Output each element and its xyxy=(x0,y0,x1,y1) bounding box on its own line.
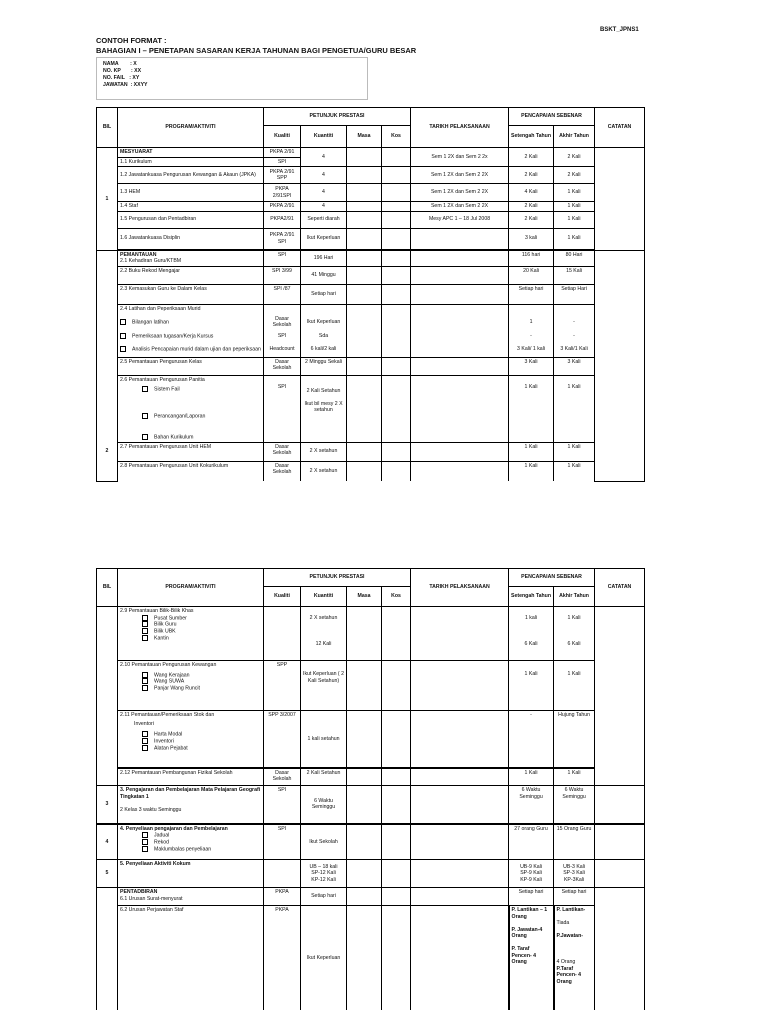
checkbox-bullet-icon xyxy=(142,685,148,691)
setengah-cell: 4 Kali xyxy=(509,184,554,202)
setengah-cell: 1 Kali xyxy=(509,768,554,786)
akhir-cell: 1 Kali xyxy=(554,375,595,442)
kualiti-cell: PKPA 2/91SPI xyxy=(264,184,301,202)
info-box xyxy=(96,57,368,100)
kuantiti-cell: 2 X setahun xyxy=(301,442,347,461)
program-cell: Bilangan latihan xyxy=(118,313,264,331)
table-row xyxy=(97,342,645,357)
kuantiti-cell: Ikut Keperluan xyxy=(301,906,347,1010)
program-cell: 1.2 Jawatankuasa Pengurusan Kewangan & Akaun (JPKA) xyxy=(118,167,264,184)
akhir-cell: 1 Kali xyxy=(554,461,595,481)
info-row-nofail: NO. FAIL : XY xyxy=(103,75,140,81)
kualiti-cell: PKPA 2/91 SPI xyxy=(264,228,301,249)
checkbox-bullet-icon xyxy=(142,635,148,641)
kuantiti-cell: 4 xyxy=(301,184,347,202)
table-row xyxy=(97,250,645,266)
checkbox-bullet-icon xyxy=(142,745,148,751)
sasaran-table-1 xyxy=(96,107,645,482)
kualiti-cell: PKPA xyxy=(264,888,301,906)
checkbox-bullet-icon xyxy=(142,678,148,684)
kualiti-cell: SPI 3/99 xyxy=(264,266,301,284)
kualiti-cell: SPI xyxy=(264,250,301,266)
table-row xyxy=(97,906,645,1010)
kuantiti-cell: 2 X setahun xyxy=(301,461,347,481)
kuantiti-cell: 196 Hari xyxy=(301,250,347,266)
setengah-cell: - xyxy=(509,711,554,768)
setengah-cell: 116 hari xyxy=(509,250,554,266)
checkbox-bullet-icon xyxy=(142,839,148,845)
bil-cell: 4 xyxy=(97,824,118,860)
checkbox-bullet-icon xyxy=(142,434,148,440)
akhir-cell: - xyxy=(554,331,595,342)
col-petunjuk: PETUNJUK PRESTASI xyxy=(264,569,411,587)
kualiti-cell: Dasar Sekolah xyxy=(264,313,301,331)
akhir-cell: 3 Kali xyxy=(554,357,595,375)
kualiti-cell: SPI /87 xyxy=(264,284,301,304)
setengah-cell: 2 Kali xyxy=(509,211,554,228)
table-row xyxy=(97,228,645,249)
checkbox-bullet-icon xyxy=(142,832,148,838)
tarikh-cell xyxy=(411,228,509,249)
tarikh-cell: Sem 1 2X dan Sem 2 2X xyxy=(411,184,509,202)
tarikh-cell: Sem 1 2X dan Sem 2 2X xyxy=(411,167,509,184)
setengah-cell: 2 Kali xyxy=(509,148,554,167)
col-bil: BIL xyxy=(97,108,118,148)
sasaran-table-2 xyxy=(96,568,645,1010)
kualiti-cell: SPI xyxy=(264,786,301,824)
akhir-cell: P. Lantikan- Tiada P.Jawatan- 4 Orang P.Taraf Pencen- 4 Orang xyxy=(554,906,595,1010)
kualiti-cell: Dasar Sekolah xyxy=(264,768,301,786)
kuantiti-cell: Setiap hari xyxy=(301,888,347,906)
program-cell: 2.6 Pemantauan Pengurusan Panitia Sistem Fail Perancangan/Laporan Bahan Kurikulum xyxy=(118,375,264,442)
akhir-cell: 1 Kali xyxy=(554,661,595,711)
akhir-cell: - xyxy=(554,313,595,331)
program-cell: 2.7 Pemantauan Pengurusan Unit HEM xyxy=(118,442,264,461)
setengah-cell: 3 Kali xyxy=(509,357,554,375)
program-cell: Analisis Pencapaian murid dalam ujian dan peperiksaan xyxy=(118,342,264,357)
table-row xyxy=(97,768,645,786)
info-row-nama: NAMA : X xyxy=(103,61,137,67)
kuantiti-cell: Setiap hari xyxy=(301,284,347,304)
program-cell: 1.1 Kurikulum xyxy=(118,157,264,167)
akhir-cell: 1 Kali xyxy=(554,184,595,202)
kuantiti-cell: 6 Waktu Seminggu xyxy=(301,786,347,824)
kualiti-cell: SPI xyxy=(264,375,301,442)
col-masa: Masa xyxy=(347,126,382,148)
bil-cell: 5 xyxy=(97,860,118,888)
setengah-cell: 1 Kali xyxy=(509,661,554,711)
kuantiti-cell: 1 kali setahun xyxy=(301,711,347,768)
col-pencapaian: PENCAPAIAN SEBENAR xyxy=(509,108,595,126)
col-kos: Kos xyxy=(382,587,411,607)
kuantiti-cell: 4 xyxy=(301,202,347,212)
info-row-nokp: NO. KP : XX xyxy=(103,68,142,74)
setengah-cell: 2 Kali xyxy=(509,202,554,212)
akhir-cell: 2 Kali xyxy=(554,148,595,167)
table-row xyxy=(97,184,645,202)
col-kualiti: Kualiti xyxy=(264,126,301,148)
setengah-cell: 1 Kali xyxy=(509,461,554,481)
checkbox-bullet-icon xyxy=(142,413,148,419)
header-row xyxy=(97,569,645,587)
checkbox-bullet-icon xyxy=(120,333,126,339)
kuantiti-cell: 2 X setahun 12 Kali xyxy=(301,607,347,661)
col-masa: Masa xyxy=(347,587,382,607)
program-cell: 4. Penyeliaan pengajaran dan Pembelajaran Jadual Rekod Maklumbalas penyeliaan xyxy=(118,824,264,860)
kuantiti-cell: 2 Kali Setahun xyxy=(301,768,347,786)
program-cell: 2.11 Pemantauan/Pemeriksaan Stok dan Inventori Harta Modal Inventori Alatan Pejabat xyxy=(118,711,264,768)
table-row xyxy=(97,461,645,481)
bil-cell: 1 xyxy=(97,148,118,251)
checkbox-bullet-icon xyxy=(142,846,148,852)
akhir-cell: 3 Kali/1 Kali xyxy=(554,342,595,357)
tarikh-cell: Mesy APC 1 – 18 Jul 2008 xyxy=(411,211,509,228)
checkbox-bullet-icon xyxy=(142,731,148,737)
col-tarikh: TARIKH PELAKSANAAN xyxy=(411,108,509,148)
col-kuantiti: Kuantiti xyxy=(301,126,347,148)
col-program: PROGRAM/AKTIVITI xyxy=(118,108,264,148)
setengah-cell: Setiap hari xyxy=(509,888,554,906)
program-cell: PENTADBIRAN 6.1 Urusan Surat-menyurat xyxy=(118,888,264,906)
checkbox-bullet-icon xyxy=(120,319,126,325)
setengah-cell: 1 kali 6 Kali xyxy=(509,607,554,661)
akhir-cell: Setiap hari xyxy=(554,888,595,906)
checkbox-bullet-icon xyxy=(142,621,148,627)
kuantiti-cell: 4 xyxy=(301,167,347,184)
setengah-cell: 6 Waktu Seminggu xyxy=(509,786,554,824)
kualiti-cell: PKPA 2/91 SPP xyxy=(264,167,301,184)
col-setengah: Setengah Tahun xyxy=(509,587,554,607)
kualiti-cell: SPP xyxy=(264,661,301,711)
akhir-cell: 1 Kali xyxy=(554,228,595,249)
kuantiti-cell: UB – 18 kali SP-12 Kali KP-12 Kali xyxy=(301,860,347,888)
akhir-cell: Setiap Hari xyxy=(554,284,595,304)
program-cell: 1.5 Pengurusan dan Pentadbiran xyxy=(118,211,264,228)
col-kos: Kos xyxy=(382,126,411,148)
checkbox-bullet-icon xyxy=(142,672,148,678)
table-row xyxy=(97,331,645,342)
table-row xyxy=(97,888,645,906)
setengah-cell: - xyxy=(509,331,554,342)
document-heading: CONTOH FORMAT : xyxy=(96,36,167,45)
document-code: BSKT_JPNS1 xyxy=(600,27,639,33)
kualiti-cell: Dasar Sekolah xyxy=(264,442,301,461)
kualiti-cell: SPI xyxy=(264,157,301,167)
program-cell: 1.3 HEM xyxy=(118,184,264,202)
kualiti-cell: Dasar Sekolah xyxy=(264,461,301,481)
table-row xyxy=(97,202,645,212)
checkbox-bullet-icon xyxy=(142,386,148,392)
akhir-cell: 1 Kali xyxy=(554,442,595,461)
checkbox-bullet-icon xyxy=(142,628,148,634)
kualiti-cell: SPI xyxy=(264,824,301,860)
table-row xyxy=(97,167,645,184)
tarikh-cell: Sem 1 2X dan Sem 2 2x xyxy=(411,148,509,167)
col-akhir: Akhir Tahun xyxy=(554,587,595,607)
akhir-cell: 1 Kali xyxy=(554,202,595,212)
program-cell: 5. Penyeliaan Aktiviti Kokum xyxy=(118,860,264,888)
program-cell: 2.4 Latihan dan Peperiksaan Murid xyxy=(118,304,264,313)
table-row xyxy=(97,860,645,888)
akhir-cell: 1 Kali xyxy=(554,768,595,786)
kualiti-cell: SPI xyxy=(264,331,301,342)
header-row xyxy=(97,108,645,126)
kuantiti-cell: Seperti diarah xyxy=(301,211,347,228)
setengah-cell: 1 Kali xyxy=(509,375,554,442)
col-setengah: Setengah Tahun xyxy=(509,126,554,148)
table-row xyxy=(97,304,645,313)
kualiti-cell: Dasar Sekolah xyxy=(264,357,301,375)
col-kuantiti: Kuantiti xyxy=(301,587,347,607)
setengah-cell: Setiap hari xyxy=(509,284,554,304)
table-row xyxy=(97,148,645,158)
program-cell: PEMANTAUAN 2.1 Kehadiran Guru/KTBM xyxy=(118,250,264,266)
bil-cell: 3 xyxy=(97,786,118,824)
setengah-cell: P. Lantikan – 1 Orang P. Jawatan-4 Orang P. Taraf Pencen- 4 Orang xyxy=(509,906,554,1010)
program-cell: 1.6 Jawatankuasa Disiplin xyxy=(118,228,264,249)
kualiti-cell: SPP 3/2007 xyxy=(264,711,301,768)
kuantiti-cell: 2 Minggu Sekali xyxy=(301,357,347,375)
col-catatan: CATATAN xyxy=(595,108,645,148)
akhir-cell: 15 Orang Guru xyxy=(554,824,595,860)
setengah-cell: 27 orang Guru xyxy=(509,824,554,860)
checkbox-bullet-icon xyxy=(120,346,126,352)
setengah-cell: 1 Kali xyxy=(509,442,554,461)
akhir-cell: 80 Hari xyxy=(554,250,595,266)
akhir-cell: Hujung Tahun xyxy=(554,711,595,768)
table-row xyxy=(97,266,645,284)
program-cell: 2.9 Pemantauan Bilik-Bilik Khas Pusat Sumber Bilik Guru Bilik UBK Kantin xyxy=(118,607,264,661)
kualiti-cell: PKPA 2/91 xyxy=(264,202,301,212)
col-bil: BIL xyxy=(97,569,118,607)
kuantiti-cell: Ikut Sekolah xyxy=(301,824,347,860)
checkbox-bullet-icon xyxy=(142,615,148,621)
table-row xyxy=(97,284,645,304)
kuantiti-cell: Ikut Keperluan xyxy=(301,228,347,249)
document-subheading: BAHAGIAN I – PENETAPAN SASARAN KERJA TAHUNAN BAGI PENGETUA/GURU BESAR xyxy=(96,46,417,55)
setengah-cell: UB-9 Kali SP-9 Kali KP-9 Kali xyxy=(509,860,554,888)
col-akhir: Akhir Tahun xyxy=(554,126,595,148)
kualiti-cell: PKPA 2/91 xyxy=(264,148,301,158)
kualiti-cell: Headcount xyxy=(264,342,301,357)
setengah-cell: 3 Kali/ 1 kali xyxy=(509,342,554,357)
kuantiti-cell: 41 Minggu xyxy=(301,266,347,284)
table-row xyxy=(97,211,645,228)
akhir-cell: 1 Kali 6 Kali xyxy=(554,607,595,661)
col-program: PROGRAM/AKTIVITI xyxy=(118,569,264,607)
program-cell: 1.4 Staf xyxy=(118,202,264,212)
setengah-cell: 3 kali xyxy=(509,228,554,249)
program-cell: 2.12 Pemantauan Pembangunan Fizikal Sekolah xyxy=(118,768,264,786)
info-row-jawatan: JAWATAN : XXYY xyxy=(103,82,148,88)
kualiti-cell: PKPA xyxy=(264,906,301,1010)
table-row xyxy=(97,711,645,768)
col-catatan: CATATAN xyxy=(595,569,645,607)
table-row xyxy=(97,607,645,661)
kuantiti-cell: 6 kali/2 kali xyxy=(301,342,347,357)
kuantiti-cell: Sda xyxy=(301,331,347,342)
setengah-cell: 1 xyxy=(509,313,554,331)
akhir-cell: UB-3 Kali SP-3 Kali KP-3Kali xyxy=(554,860,595,888)
checkbox-bullet-icon xyxy=(142,738,148,744)
program-cell: 2.2 Buku Rekod Mengajar xyxy=(118,266,264,284)
table-row xyxy=(97,313,645,331)
program-cell: 2.5 Pemantauan Pengurusan Kelas xyxy=(118,357,264,375)
program-cell: 2.3 Kemasukan Guru ke Dalam Kelas xyxy=(118,284,264,304)
akhir-cell: 6 Waktu Seminggu xyxy=(554,786,595,824)
program-cell: 3. Pengajaran dan Pembelajaran Mata Pelajaran Geografi Tingkatan 1 2 Kelas 3 waktu Seminggu xyxy=(118,786,264,824)
col-tarikh: TARIKH PELAKSANAAN xyxy=(411,569,509,607)
setengah-cell: 2 Kali xyxy=(509,167,554,184)
kuantiti-cell: 2 Kali Setahun Ikut bil mesy 2 X setahun xyxy=(301,375,347,442)
tarikh-cell: Sem 1 2X dan Sem 2 2X xyxy=(411,202,509,212)
col-kualiti: Kualiti xyxy=(264,587,301,607)
kuantiti-cell: Ikut Keperluan xyxy=(301,313,347,331)
kualiti-cell: PKPA2/91 xyxy=(264,211,301,228)
program-cell: 2.8 Pemantauan Pengurusan Unit Kokurikulum xyxy=(118,461,264,481)
table-row xyxy=(97,661,645,711)
col-petunjuk: PETUNJUK PRESTASI xyxy=(264,108,411,126)
kuantiti-cell: Ikut Keperluan ( 2 Kali Setahun) xyxy=(301,661,347,711)
program-cell: 6.2 Urusan Perjawatan Staf xyxy=(118,906,264,1010)
kuantiti-cell: 4 xyxy=(301,148,347,167)
col-pencapaian: PENCAPAIAN SEBENAR xyxy=(509,569,595,587)
table-row xyxy=(97,786,645,824)
program-cell: Pemeriksaan tugasan/Kerja Kursus xyxy=(118,331,264,342)
akhir-cell: 2 Kali xyxy=(554,167,595,184)
akhir-cell: 15 Kali xyxy=(554,266,595,284)
bil-cell: 2 xyxy=(97,250,118,481)
program-cell: 2.10 Pemantauan Pengurusan Kewangan Wang Kerajaan Wang SUWA Panjar Wang Runcit xyxy=(118,661,264,711)
table-row xyxy=(97,442,645,461)
table-row xyxy=(97,824,645,860)
table-row xyxy=(97,375,645,442)
program-cell: MESYUARAT xyxy=(118,148,264,158)
table-row xyxy=(97,357,645,375)
setengah-cell: 20 Kali xyxy=(509,266,554,284)
akhir-cell: 1 Kali xyxy=(554,211,595,228)
